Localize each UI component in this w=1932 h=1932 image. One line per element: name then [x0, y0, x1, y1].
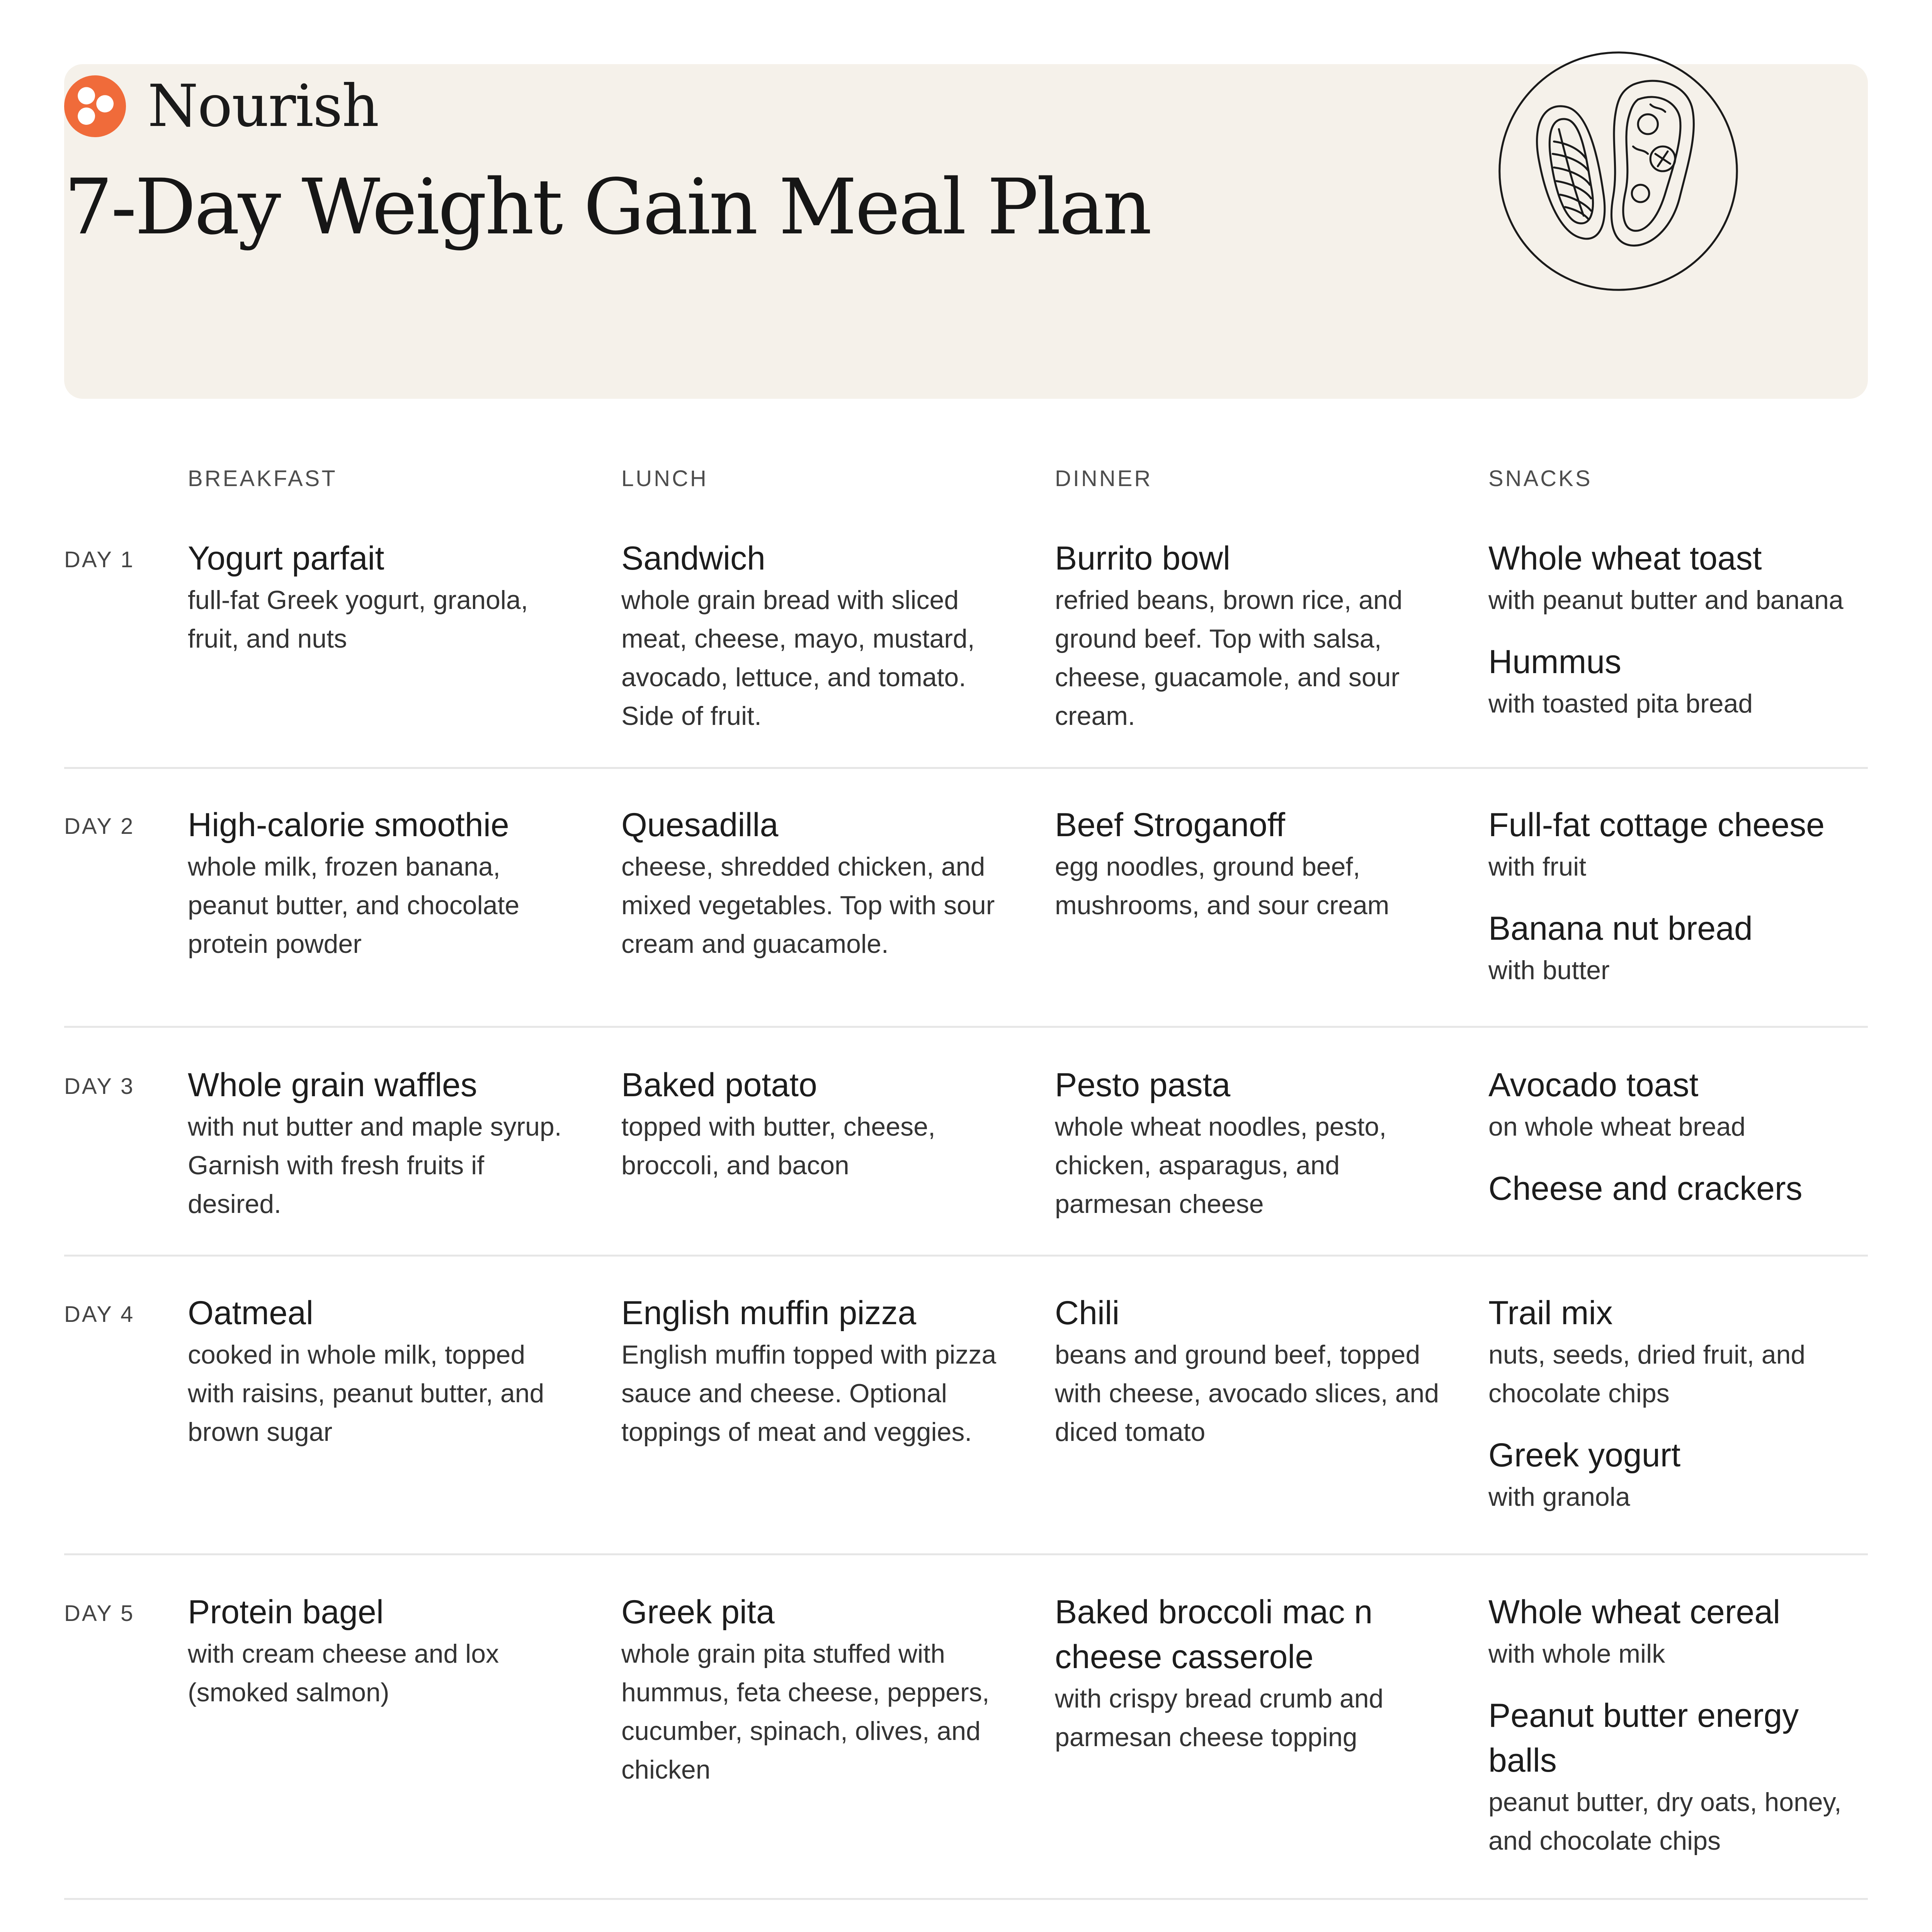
meal-description: with granola: [1488, 1482, 1630, 1512]
meal-title: English muffin pizza: [621, 1294, 917, 1332]
lunch-cell: [621, 536, 1008, 735]
meal-description: with toasted pita bread: [1488, 689, 1753, 718]
nourish-logo-icon: [64, 75, 126, 137]
breakfast-cell: [188, 1063, 574, 1223]
meal-item: [1055, 1590, 1441, 1757]
meal-description: whole milk, frozen banana, peanut butter, and chocolate protein powder: [188, 852, 520, 959]
meal-description: whole grain bread with sliced meat, cheese, mayo, mustard, avocado, lettuce, and tomato. Side of fruit.: [621, 585, 975, 731]
brand-name: Nourish: [148, 73, 379, 140]
breakfast-cell: [188, 803, 574, 963]
plate-with-avocado-toast-icon: [1495, 48, 1742, 295]
meal-description: English muffin topped with pizza sauce and cheese. Optional toppings of meat and veggies.: [621, 1340, 997, 1447]
snacks-cell: [1488, 1291, 1875, 1516]
meal-description: full-fat Greek yogurt, granola, fruit, and nuts: [188, 585, 528, 653]
meal-description: beans and ground beef, topped with cheese, avocado slices, and diced tomato: [1055, 1340, 1439, 1447]
lunch-cell: [621, 1291, 1008, 1451]
meal-title: Sandwich: [621, 540, 765, 577]
meal-item: [188, 803, 574, 963]
row-divider: [64, 1026, 1868, 1028]
dinner-cell: [1055, 536, 1441, 735]
meal-title: Protein bagel: [188, 1594, 384, 1631]
meal-item: [188, 536, 574, 658]
meal-title: Greek pita: [621, 1594, 775, 1631]
dinner-cell: [1055, 803, 1441, 925]
meal-item: [1055, 803, 1441, 925]
meal-title: Peanut butter energy balls: [1488, 1697, 1799, 1779]
day-label: DAY 3: [64, 1074, 135, 1099]
meal-description: with peanut butter and banana: [1488, 585, 1844, 615]
meal-item: [1488, 1291, 1875, 1413]
meal-title: Quesadilla: [621, 806, 779, 844]
meal-title: Whole grain waffles: [188, 1066, 477, 1104]
meal-item: [1488, 1166, 1875, 1211]
meal-item: [1488, 906, 1875, 990]
dinner-cell: [1055, 1063, 1441, 1223]
snacks-cell: [1488, 1063, 1875, 1211]
meal-title: Baked potato: [621, 1066, 817, 1104]
meal-item: [1055, 1291, 1441, 1451]
breakfast-cell: [188, 536, 574, 658]
meal-item: [1488, 536, 1875, 619]
column-header-lunch: LUNCH: [621, 466, 708, 491]
meal-description: with fruit: [1488, 852, 1587, 881]
breakfast-cell: [188, 1291, 574, 1451]
meal-item: [621, 1063, 1008, 1185]
meal-title: High-calorie smoothie: [188, 806, 509, 844]
meal-description: on whole wheat bread: [1488, 1112, 1746, 1141]
meal-title: Beef Stroganoff: [1055, 806, 1286, 844]
meal-title: Burrito bowl: [1055, 540, 1231, 577]
meal-title: Yogurt parfait: [188, 540, 384, 577]
meal-title: Full-fat cottage cheese: [1488, 806, 1825, 844]
snacks-cell: [1488, 1590, 1875, 1860]
meal-item: [621, 1291, 1008, 1451]
meal-title: Trail mix: [1488, 1294, 1613, 1332]
meal-description: nuts, seeds, dried fruit, and chocolate chips: [1488, 1340, 1806, 1408]
meal-description: peanut butter, dry oats, honey, and chocolate chips: [1488, 1787, 1842, 1855]
meal-title: Oatmeal: [188, 1294, 314, 1332]
row-divider: [64, 767, 1868, 769]
snacks-cell: [1488, 536, 1875, 723]
meal-description: cooked in whole milk, topped with raisins, peanut butter, and brown sugar: [188, 1340, 544, 1447]
dinner-cell: [1055, 1590, 1441, 1757]
meal-item: [188, 1291, 574, 1451]
meal-item: [1055, 536, 1441, 735]
meal-title: Hummus: [1488, 643, 1622, 680]
meal-description: with butter: [1488, 956, 1610, 985]
meal-item: [1488, 1693, 1875, 1860]
lunch-cell: [621, 1590, 1008, 1789]
meal-description: whole grain pita stuffed with hummus, feta cheese, peppers, cucumber, spinach, olives, and chicken: [621, 1639, 990, 1784]
meal-title: Avocado toast: [1488, 1066, 1699, 1104]
meal-item: [1488, 803, 1875, 886]
meal-description: whole wheat noodles, pesto, chicken, asparagus, and parmesan cheese: [1055, 1112, 1387, 1219]
meal-item: [621, 1590, 1008, 1789]
meal-description: refried beans, brown rice, and ground beef. Top with salsa, cheese, guacamole, and sour cream.: [1055, 585, 1403, 731]
meal-item: [621, 536, 1008, 735]
day-label: DAY 4: [64, 1302, 135, 1327]
row-divider: [64, 1255, 1868, 1257]
meal-title: Cheese and crackers: [1488, 1170, 1803, 1207]
row-divider: [64, 1553, 1868, 1555]
meal-description: with cream cheese and lox (smoked salmon): [188, 1639, 499, 1707]
meal-item: [188, 1590, 574, 1712]
column-header-dinner: DINNER: [1055, 466, 1153, 491]
meal-item: [1055, 1063, 1441, 1223]
meal-title: Chili: [1055, 1294, 1120, 1332]
row-divider: [64, 1898, 1868, 1900]
lunch-cell: [621, 803, 1008, 963]
meal-item: [1488, 1590, 1875, 1673]
page-title: 7-Day Weight Gain Meal Plan: [64, 162, 1150, 252]
meal-title: Pesto pasta: [1055, 1066, 1231, 1104]
column-header-breakfast: BREAKFAST: [188, 466, 337, 491]
meal-title: Greek yogurt: [1488, 1437, 1681, 1474]
meal-item: [621, 803, 1008, 963]
day-label: DAY 1: [64, 547, 135, 572]
breakfast-cell: [188, 1590, 574, 1712]
dinner-cell: [1055, 1291, 1441, 1451]
day-label: DAY 2: [64, 814, 135, 839]
meal-description: with crispy bread crumb and parmesan cheese topping: [1055, 1684, 1384, 1752]
meal-item: [1488, 1433, 1875, 1516]
meal-title: Baked broccoli mac n cheese casserole: [1055, 1594, 1373, 1675]
meal-item: [1488, 1063, 1875, 1146]
meal-description: with whole milk: [1488, 1639, 1665, 1668]
meal-description: cheese, shredded chicken, and mixed vegetables. Top with sour cream and guacamole.: [621, 852, 995, 959]
meal-item: [1488, 639, 1875, 723]
day-label: DAY 5: [64, 1601, 135, 1626]
brand: [64, 73, 379, 140]
meal-title: Banana nut bread: [1488, 910, 1753, 947]
lunch-cell: [621, 1063, 1008, 1185]
meal-title: Whole wheat cereal: [1488, 1594, 1781, 1631]
meal-description: with nut butter and maple syrup. Garnish with fresh fruits if desired.: [188, 1112, 562, 1219]
meal-description: egg noodles, ground beef, mushrooms, and sour cream: [1055, 852, 1389, 920]
column-header-snacks: SNACKS: [1488, 466, 1592, 491]
snacks-cell: [1488, 803, 1875, 990]
meal-item: [188, 1063, 574, 1223]
meal-description: topped with butter, cheese, broccoli, and bacon: [621, 1112, 935, 1180]
meal-title: Whole wheat toast: [1488, 540, 1762, 577]
